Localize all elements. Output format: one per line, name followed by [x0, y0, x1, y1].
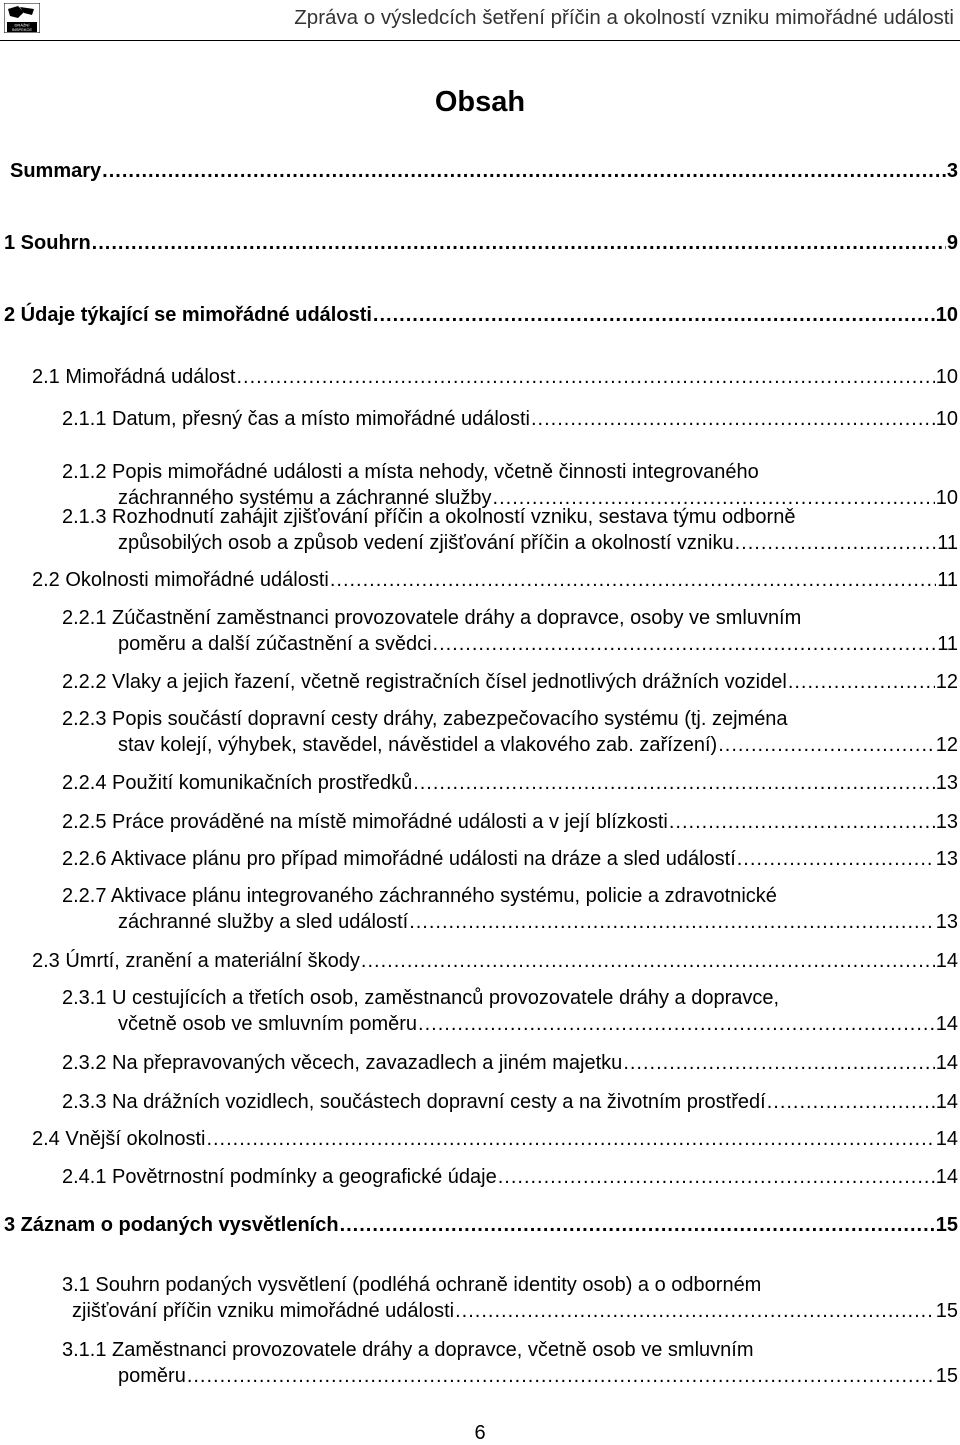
toc-entry-line — [32, 364, 958, 390]
toc-entry-line — [62, 459, 958, 485]
toc-entry[interactable] — [10, 158, 958, 184]
toc-page-number: 11 — [937, 532, 958, 554]
toc-entry-line — [62, 1337, 958, 1363]
toc-page-number: 14 — [935, 1091, 958, 1113]
toc-entry-line — [62, 809, 958, 835]
toc-entry-text: 2.2.4 Použití komunikačních prostředků — [62, 772, 413, 794]
toc-entry[interactable] — [62, 1050, 958, 1076]
toc-entry-line — [62, 406, 958, 432]
toc-page-number: 10 — [935, 366, 958, 388]
toc-dot-leader — [623, 1050, 934, 1076]
toc-entry-line — [4, 230, 958, 256]
toc-entry[interactable] — [62, 1337, 958, 1389]
toc-page-number: 11 — [937, 569, 958, 591]
toc-entry-text: 3.1.1 Zaměstnanci provozovatele dráhy a dopravce, včetně osob ve smluvním — [62, 1339, 754, 1361]
toc-entry-text: 2.4.1 Povětrnostní podmínky a geografické údaje — [62, 1166, 497, 1188]
toc-page-number: 14 — [935, 1013, 958, 1035]
toc-page-number: 15 — [935, 1300, 958, 1322]
svg-text:DRÁŽNÍ: DRÁŽNÍ — [14, 22, 30, 28]
toc-entry-text: 2.1.1 Datum, přesný čas a místo mimořádné události — [62, 408, 530, 430]
toc-entry-text: 3 Záznam o podaných vysvětleních — [4, 1214, 339, 1236]
toc-dot-leader — [413, 770, 935, 796]
toc-entry-line — [62, 1089, 958, 1115]
toc-entry-text: poměru a další zúčastnění a svědci — [118, 633, 432, 655]
toc-dot-leader — [361, 948, 935, 974]
toc-page-number: 10 — [935, 408, 958, 430]
toc-entry-line — [62, 706, 958, 732]
toc-dot-leader — [669, 809, 935, 835]
page-number: 6 — [474, 1422, 486, 1444]
toc-entry-text: 2.3.3 Na drážních vozidlech, součástech dopravní cesty a na životním prostředí — [62, 1091, 766, 1113]
toc-entry-line — [62, 909, 958, 935]
toc-dot-leader — [330, 567, 936, 593]
toc-entry-text: 3.1 Souhrn podaných vysvětlení (podléhá ochraně identity osob) a o odborném — [62, 1274, 762, 1296]
toc-page-number: 10 — [935, 304, 958, 326]
toc-entry[interactable] — [4, 302, 958, 328]
toc-dot-leader — [433, 631, 937, 657]
header-title: Zpráva o výsledcích šetření příčin a okolností vzniku mimořádné události — [294, 6, 954, 29]
toc-entry-text: 2.3.2 Na přepravovaných věcech, zavazadlech a jiném majetku — [62, 1052, 623, 1074]
toc-page-number: 12 — [935, 734, 958, 756]
toc-entry-line — [62, 732, 958, 758]
toc-entry-line — [62, 1011, 958, 1037]
toc-dot-leader — [206, 1126, 934, 1152]
toc-dot-leader — [92, 230, 946, 256]
toc-entry-text: Summary — [10, 160, 102, 182]
toc-entry-text: 1 Souhrn — [4, 232, 91, 254]
toc-entry-line — [62, 530, 958, 556]
toc-entry-line — [62, 846, 958, 872]
toc-entry[interactable] — [62, 605, 958, 657]
toc-page-number: 14 — [935, 1052, 958, 1074]
toc-entry[interactable] — [62, 846, 958, 872]
toc-entry[interactable] — [62, 985, 958, 1037]
toc-entry-text: 2.2.5 Práce prováděné na místě mimořádné události a v její blízkosti — [62, 811, 668, 833]
toc-entry-line — [62, 504, 958, 530]
toc-dot-leader — [498, 1164, 935, 1190]
toc-entry-line — [62, 1050, 958, 1076]
toc-dot-leader — [767, 1089, 935, 1115]
toc-entry-text: 2.1 Mimořádná událost — [32, 366, 236, 388]
toc-dot-leader — [409, 909, 935, 935]
toc-entry[interactable] — [62, 809, 958, 835]
toc-page-number: 10 — [935, 487, 958, 509]
toc-entry-text: 2 Údaje týkající se mimořádné události — [4, 304, 372, 326]
toc-dot-leader — [737, 846, 935, 872]
toc-entry[interactable] — [62, 1272, 958, 1324]
toc-page-number: 14 — [935, 950, 958, 972]
toc-entry-text: 2.2.2 Vlaky a jejich řazení, včetně registračních čísel jednotlivých drážních vozidel — [62, 671, 787, 693]
toc-entry-text: 2.3.1 U cestujících a třetích osob, zaměstnanců provozovatele dráhy a dopravce, — [62, 987, 780, 1009]
toc-entry-text: 2.3 Úmrtí, zranění a materiální škody — [32, 950, 360, 972]
toc-entry-line — [62, 631, 958, 657]
toc-entry[interactable] — [62, 504, 958, 556]
toc-entry[interactable] — [32, 948, 958, 974]
toc-page-number: 14 — [935, 1166, 958, 1188]
svg-text:INSPEKCE: INSPEKCE — [11, 27, 33, 32]
toc-entry-line — [62, 1164, 958, 1190]
toc-dot-leader — [340, 1212, 935, 1238]
page-title: Obsah — [434, 86, 526, 118]
toc-page-number: 14 — [935, 1128, 958, 1150]
toc-dot-leader — [373, 302, 935, 328]
toc-entry[interactable] — [32, 567, 958, 593]
toc-dot-leader — [735, 530, 937, 556]
toc-entry[interactable] — [62, 706, 958, 758]
toc-entry-line — [62, 1272, 958, 1298]
toc-entry-line — [62, 1298, 958, 1324]
toc-entry[interactable] — [4, 230, 958, 256]
toc-entry-text: 2.2.7 Aktivace plánu integrovaného záchranného systému, policie a zdravotnické — [62, 885, 777, 907]
toc-entry[interactable] — [62, 669, 958, 695]
toc-dot-leader — [236, 364, 934, 390]
toc-dot-leader — [531, 406, 935, 432]
toc-entry-line — [32, 567, 958, 593]
toc-entry[interactable] — [4, 1212, 958, 1238]
toc-entry-line — [62, 669, 958, 695]
toc-page-number: 12 — [935, 671, 958, 693]
toc-entry-text: 2.2.3 Popis součástí dopravní cesty dráhy, zabezpečovacího systému (tj. zejména — [62, 708, 788, 730]
toc-entry-line — [4, 1212, 958, 1238]
toc-dot-leader — [102, 158, 946, 184]
toc-entry[interactable] — [32, 364, 958, 390]
toc-page-number: 13 — [935, 911, 958, 933]
toc-dot-leader — [418, 1011, 935, 1037]
toc-page-number: 13 — [935, 811, 958, 833]
toc-entry-line — [62, 605, 958, 631]
toc-entry-line — [32, 948, 958, 974]
toc-page-number: 13 — [935, 772, 958, 794]
toc-entry[interactable] — [62, 770, 958, 796]
toc-entry-line — [32, 1126, 958, 1152]
toc-entry-line — [10, 158, 958, 184]
toc-entry-text: poměru — [118, 1365, 186, 1387]
toc-entry-line — [4, 302, 958, 328]
toc-entry-text: zjišťování příčin vzniku mimořádné události — [72, 1300, 455, 1322]
toc-entry-text: včetně osob ve smluvním poměru — [118, 1013, 418, 1035]
toc-entry-text: 2.1.2 Popis mimořádné události a místa nehody, včetně činnosti integrovaného — [62, 461, 759, 483]
toc-page-number: 3 — [946, 160, 958, 182]
toc-entry-text: způsobilých osob a způsob vedení zjišťování příčin a okolností vzniku — [118, 532, 734, 554]
toc-entry-text: záchranné služby a sled událostí — [118, 911, 409, 933]
toc-page-number: 11 — [937, 633, 958, 655]
toc-entry-line — [62, 883, 958, 909]
toc-dot-leader — [788, 669, 935, 695]
toc-page-number: 9 — [946, 232, 958, 254]
toc-entry[interactable] — [62, 883, 958, 935]
toc-entry-text: 2.2 Okolnosti mimořádné události — [32, 569, 329, 591]
toc-page-number: 13 — [935, 848, 958, 870]
toc-entry-line — [62, 985, 958, 1011]
toc-dot-leader — [187, 1363, 935, 1389]
toc-entry[interactable] — [62, 1089, 958, 1115]
toc-dot-leader — [455, 1298, 935, 1324]
toc-entry-text: 2.2.1 Zúčastnění zaměstnanci provozovatele dráhy a dopravce, osoby ve smluvním — [62, 607, 802, 629]
toc-entry-line — [62, 770, 958, 796]
toc-entry-text: záchranného systému a záchranné služby — [118, 487, 492, 509]
toc-entry-text: 2.4 Vnější okolnosti — [32, 1128, 206, 1150]
toc-entry-text: 2.2.6 Aktivace plánu pro případ mimořádné události na dráze a sled událostí — [62, 848, 736, 870]
toc-entry-line — [62, 1363, 958, 1389]
toc-entry-text: 2.1.3 Rozhodnutí zahájit zjišťování příčin a okolností vzniku, sestava týmu odborně — [62, 506, 796, 528]
toc-page-number: 15 — [935, 1365, 958, 1387]
toc-entry[interactable] — [62, 1164, 958, 1190]
toc-entry[interactable] — [32, 1126, 958, 1152]
toc-entry-text: stav kolejí, výhybek, stavědel, návěstidel a vlakového zab. zařízení) — [118, 734, 718, 756]
toc-entry[interactable] — [62, 406, 958, 432]
toc-page-number: 15 — [935, 1214, 958, 1236]
toc-dot-leader — [718, 732, 935, 758]
